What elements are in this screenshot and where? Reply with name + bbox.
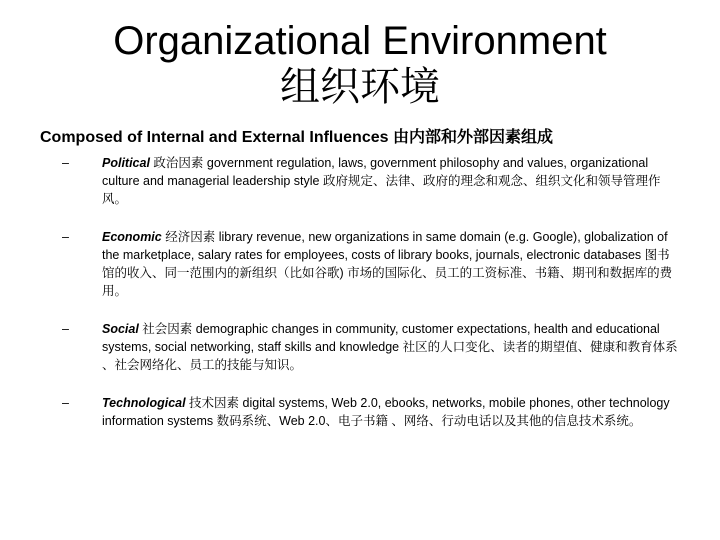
bullet-term: Technological bbox=[102, 396, 186, 410]
bullet-technological bbox=[62, 394, 682, 430]
bullet-political bbox=[62, 154, 682, 208]
bullet-text bbox=[102, 394, 682, 430]
bullet-text bbox=[102, 154, 682, 208]
bullet-dash: – bbox=[62, 230, 69, 244]
bullet-dash: – bbox=[62, 322, 69, 336]
bullet-body: 经济因素 library revenue, new organizations in same domain (e.g. Google), globalization of the marketplace, salary rates for employees, costs of library books, journals, electronic databases 图书馆的收入、同一范围内的新组织（比如谷歌) 市场的国际化、员工的工资标准、书籍、期刊和数据库的费用。 bbox=[102, 230, 673, 298]
bullet-dash: – bbox=[62, 396, 69, 410]
bullet-term: Political bbox=[102, 156, 150, 170]
bullet-term: Economic bbox=[102, 230, 162, 244]
bullet-term: Social bbox=[102, 322, 139, 336]
slide-subtitle: Composed of Internal and External Influences 由内部和外部因素组成 bbox=[40, 129, 553, 146]
bullet-list bbox=[62, 154, 682, 450]
bullet-body: 技术因素 digital systems, Web 2.0, ebooks, networks, mobile phones, other technology information systems 数码系统、Web 2.0、电子书籍 、网络、行动电话以及其他的信息技术系统。 bbox=[102, 396, 670, 428]
title-english: Organizational Environment bbox=[113, 19, 607, 63]
bullet-body: 社会因素 demographic changes in community, customer expectations, health and educational systems, social networking, staff skills and knowledge 社区的人口变化、读者的期望值、健康和教育体系 、社会网络化、员工的技能与知识。 bbox=[102, 322, 678, 372]
bullet-dash: – bbox=[62, 156, 69, 170]
bullet-text bbox=[102, 228, 682, 300]
bullet-body: 政治因素 government regulation, laws, government philosophy and values, organizational culture and managerial leadership style 政府规定、法律、政府的理念和观念、组织文化和领导管理作风。 bbox=[102, 156, 661, 206]
bullet-social bbox=[62, 320, 682, 374]
slide-title bbox=[0, 18, 720, 110]
bullet-text bbox=[102, 320, 682, 374]
title-chinese: 组织环境 bbox=[280, 65, 440, 109]
bullet-economic bbox=[62, 228, 682, 300]
